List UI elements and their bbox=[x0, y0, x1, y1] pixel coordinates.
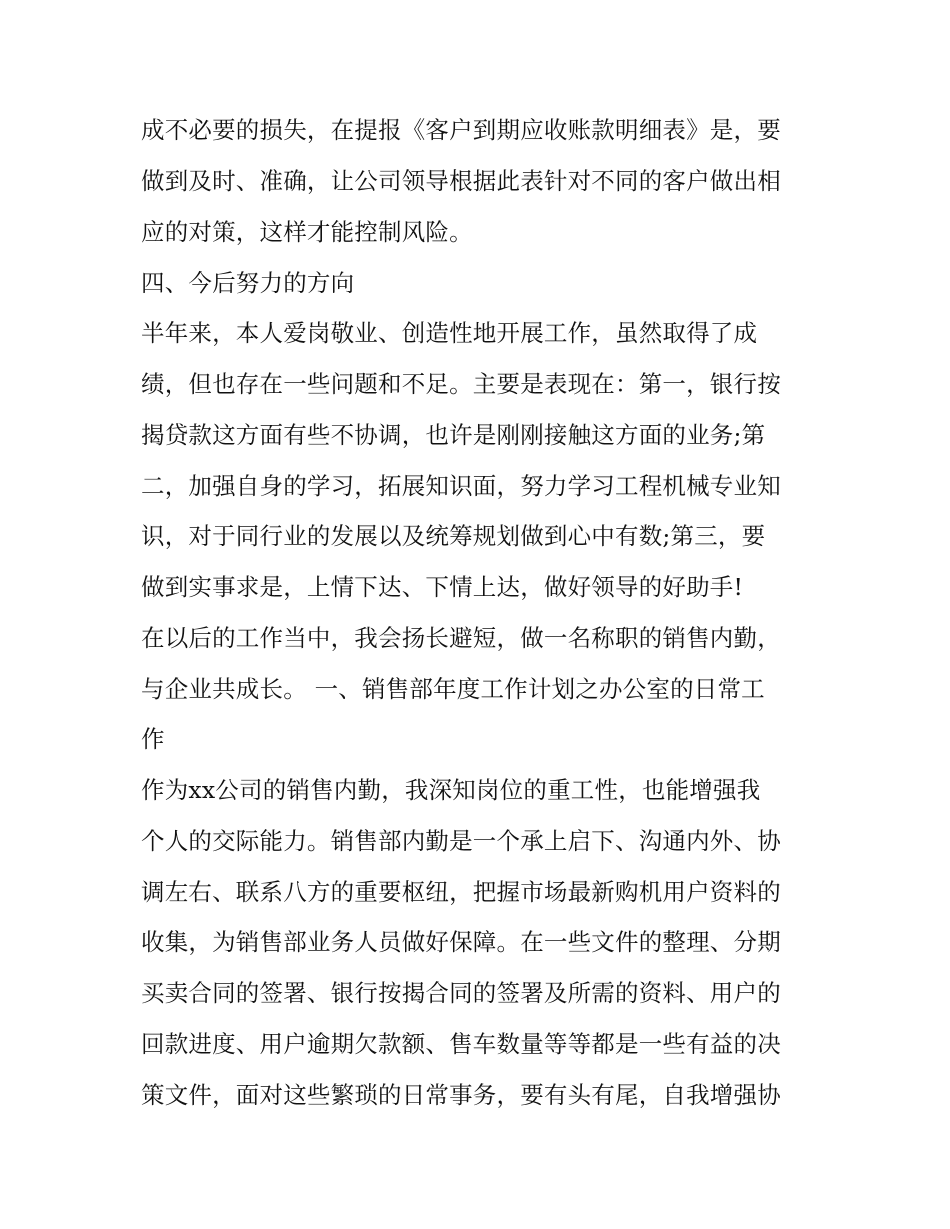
text-line: 买卖合同的签署、银行按揭合同的签署及所需的资料、用户的 bbox=[141, 979, 781, 1007]
text-line: 回款进度、用户逾期欠款额、售车数量等等都是一些有益的决 bbox=[141, 1030, 781, 1058]
text-line: 半年来，本人爱岗敬业、创造性地开展工作，虽然取得了成 bbox=[141, 319, 758, 347]
text-line: 应的对策，这样才能控制风险。 bbox=[141, 218, 473, 246]
text-line: 个人的交际能力。销售部内勤是一个承上启下、沟通内外、协 bbox=[141, 827, 781, 855]
text-line: 调左右、联系八方的重要枢纽，把握市场最新购机用户资料的 bbox=[141, 878, 781, 906]
text-line: 二，加强自身的学习，拓展知识面，努力学习工程机械专业知 bbox=[141, 472, 781, 500]
text-line: 作为xx公司的销售内勤，我深知岗位的重工性，也能增强我 bbox=[141, 776, 761, 804]
text-line: 做到实事求是，上情下达、下情上达，做好领导的好助手! bbox=[141, 573, 744, 601]
text-line: 在以后的工作当中，我会扬长避短，做一名称职的销售内勤， bbox=[141, 624, 781, 652]
text-line: 揭贷款这方面有些不协调，也许是刚刚接触这方面的业务;第 bbox=[141, 421, 766, 449]
text-line: 识，对于同行业的发展以及统筹规划做到心中有数;第三，要 bbox=[141, 522, 766, 550]
text-line: 作 bbox=[141, 725, 165, 753]
text-line: 收集，为销售部业务人员做好保障。在一些文件的整理、分期 bbox=[141, 928, 781, 956]
section-heading: 四、今后努力的方向 bbox=[141, 269, 355, 297]
text-line: 与企业共成长。 一、销售部年度工作计划之办公室的日常工 bbox=[141, 675, 765, 703]
text-line: 成不必要的损失，在提报《客户到期应收账款明细表》是，要 bbox=[141, 116, 781, 144]
text-line: 绩，但也存在一些问题和不足。主要是表现在：第一，银行按 bbox=[141, 370, 781, 398]
text-line: 做到及时、准确，让公司领导根据此表针对不同的客户做出相 bbox=[141, 167, 781, 195]
text-line: 策文件，面对这些繁琐的日常事务，要有头有尾，自我增强协 bbox=[141, 1081, 781, 1109]
